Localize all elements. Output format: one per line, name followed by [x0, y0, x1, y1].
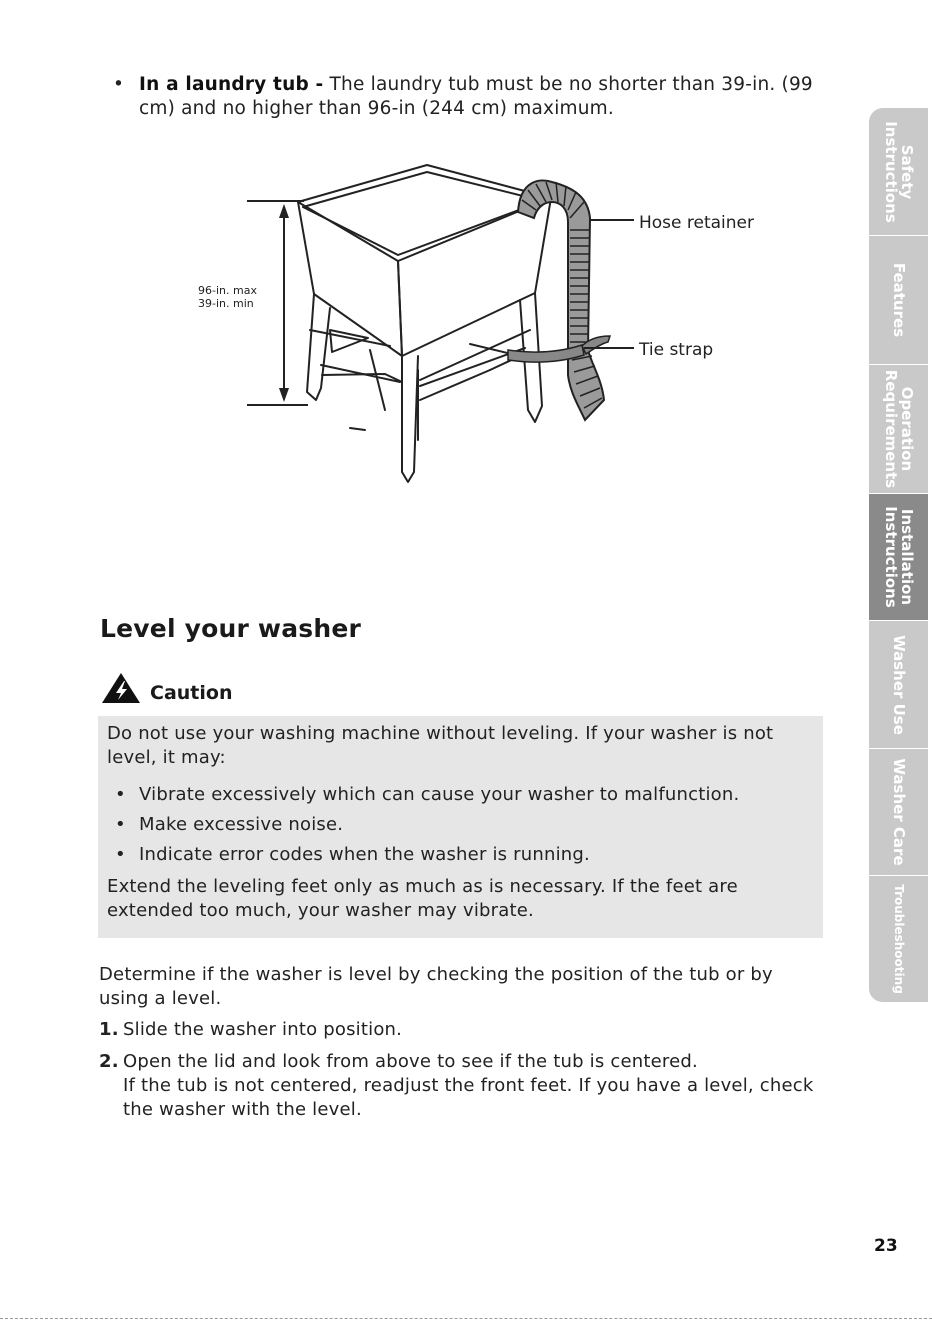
- hose-retainer-label: Hose retainer: [639, 213, 755, 233]
- tab-troubleshooting[interactable]: Troubleshooting: [869, 876, 928, 1003]
- tab-installation-instructions[interactable]: Installation Instructions: [869, 494, 928, 621]
- caution-label: Caution: [150, 682, 233, 704]
- step-2: [99, 1050, 819, 1122]
- step-number: 1.: [99, 1019, 119, 1040]
- caution-item: • Vibrate excessively which can cause your washer to malfunction.: [115, 784, 740, 805]
- caution-box: [98, 716, 823, 938]
- tab-washer-care[interactable]: Washer Care: [869, 749, 928, 876]
- dimension-min-label: 39-in. min: [198, 297, 254, 310]
- caution-item: • Indicate error codes when the washer is running.: [115, 844, 590, 865]
- caution-outro: Extend the leveling feet only as much as is necessary. If the feet are extended too much, your washer may vibrate.: [107, 876, 738, 921]
- bullet-lead: In a laundry tub -: [139, 74, 324, 95]
- laundry-tub-illustration: [190, 160, 780, 490]
- tab-washer-use[interactable]: Washer Use: [869, 621, 928, 749]
- step-subtext: If the tub is not centered, readjust the front feet. If you have a level, check the washer with the level.: [123, 1075, 814, 1120]
- determine-paragraph: Determine if the washer is level by checking the position of the tub or by using a level.: [99, 964, 773, 1009]
- tie-strap-label: Tie strap: [639, 340, 714, 360]
- step-text: Open the lid and look from above to see if the tub is centered.: [123, 1051, 698, 1072]
- dimension-max-label: 96-in. max: [198, 284, 257, 297]
- bullet-dot: •: [113, 74, 125, 95]
- step-1: [99, 1018, 819, 1042]
- section-heading: Level your washer: [100, 614, 362, 643]
- step-text: Slide the washer into position.: [123, 1019, 403, 1040]
- tab-operation-requirements[interactable]: Operation Requirements: [869, 365, 928, 494]
- laundry-tub-bullet: [113, 73, 813, 121]
- tab-features[interactable]: Features: [869, 236, 928, 365]
- bullet-text: The laundry tub must be no shorter than 39-in. (99 cm) and no higher than 96-in (244 cm) maximum.: [139, 74, 813, 119]
- caution-intro: Do not use your washing machine without leveling. If your washer is not level, it may:: [107, 723, 774, 768]
- drain-hose: [518, 180, 604, 420]
- footer-divider: [0, 1318, 932, 1319]
- warning-triangle-icon: [101, 672, 141, 704]
- caution-item: • Make excessive noise.: [115, 814, 344, 835]
- page-number: 23: [874, 1236, 898, 1256]
- tab-safety-instructions[interactable]: Safety Instructions: [869, 108, 928, 236]
- step-number: 2.: [99, 1051, 119, 1072]
